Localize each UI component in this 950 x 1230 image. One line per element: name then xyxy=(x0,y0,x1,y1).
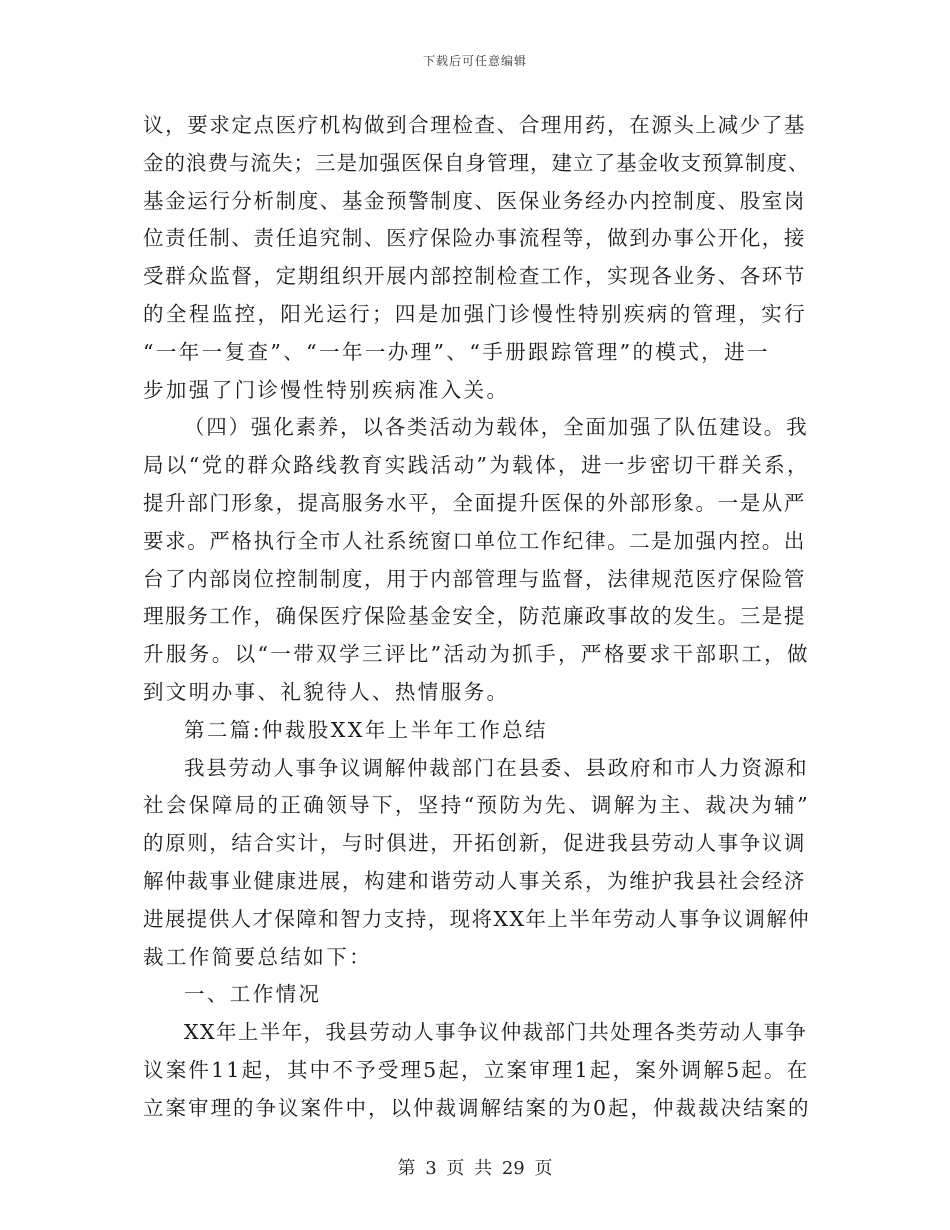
text-line: 提升部门形象，提高服务水平，全面提升医保的外部形象。一是从严 xyxy=(143,490,806,515)
section-heading: 第二篇:仲裁股XX年上半年工作总结 xyxy=(184,717,548,742)
text-line: 位责任制、责任追究制、医疗保险办事流程等，做到办事公开化，接 xyxy=(143,226,806,251)
paragraph-start-line: 我县劳动人事争议调解仲裁部门在县委、县政府和市人力资源和 xyxy=(184,755,809,780)
text-line: 到文明办事、礼貌待人、热情服务。 xyxy=(143,679,510,704)
page-number-footer: 第 3 页 共 29 页 xyxy=(397,1158,553,1179)
text-line: 立案审理的争议案件中，以仲裁调解结案的为0起，仲裁裁决结案的 xyxy=(143,1095,811,1120)
text-line: 解仲裁事业健康进展，构建和谐劳动人事关系，为维护我县社会经济 xyxy=(143,868,806,893)
text-line: 步加强了门诊慢性特别疾病准入关。 xyxy=(143,377,510,402)
text-line: 受群众监督，定期组织开展内部控制检查工作，实现各业务、各环节 xyxy=(143,264,806,289)
text-line: 议案件11起，其中不予受理5起，立案审理1起，案外调解5起。在 xyxy=(143,1057,810,1082)
text-line: 金的浪费与流失；三是加强医保自身管理，建立了基金收支预算制度、 xyxy=(143,150,810,175)
text-line: 的全程监控，阳光运行；四是加强门诊慢性特别疾病的管理，实行 xyxy=(143,301,808,326)
text-line: 社会保障局的正确领导下，坚持“预防为先、调解为主、裁决为辅” xyxy=(143,793,810,818)
text-line: 基金运行分析制度、基金预警制度、医保业务经办内控制度、股室岗 xyxy=(143,188,806,213)
subsection-heading: 一、工作情况 xyxy=(184,982,322,1007)
page-header: 下载后可任意编辑 xyxy=(422,54,527,68)
text-line: 理服务工作，确保医疗保险基金安全，防范廉政事故的发生。三是提 xyxy=(143,604,806,629)
document-body xyxy=(143,107,811,1128)
paragraph-start-line: XX年上半年，我县劳动人事争议仲裁部门共处理各类劳动人事争 xyxy=(184,1020,808,1045)
text-line: 的原则，结合实计，与时俱进，开拓创新，促进我县劳动人事争议调 xyxy=(143,831,806,856)
text-line: 台了内部岗位控制制度，用于内部管理与监督，法律规范医疗保险管 xyxy=(143,566,806,591)
text-line: 议，要求定点医疗机构做到合理检查、合理用药，在源头上减少了基 xyxy=(143,113,806,137)
text-line: 局以“党的群众路线教育实践活动”为载体，进一步密切干群关系， xyxy=(143,453,810,478)
text-line: “一年一复查”、“一年一办理”、“手册跟踪管理”的模式，进一 xyxy=(143,339,770,364)
text-line: 要求。严格执行全市人社系统窗口单位工作纪律。二是加强内控。出 xyxy=(143,528,806,553)
paragraph-start-line: （四）强化素养，以各类活动为载体，全面加强了队伍建设。我 xyxy=(184,415,809,440)
text-line: 升服务。以“一带双学三评比”活动为抓手，严格要求干部职工，做 xyxy=(143,642,810,667)
text-line: 进展提供人才保障和智力支持，现将XX年上半年劳动人事争议调解仲 xyxy=(143,906,811,931)
text-line: 裁工作简要总结如下： xyxy=(143,944,372,969)
